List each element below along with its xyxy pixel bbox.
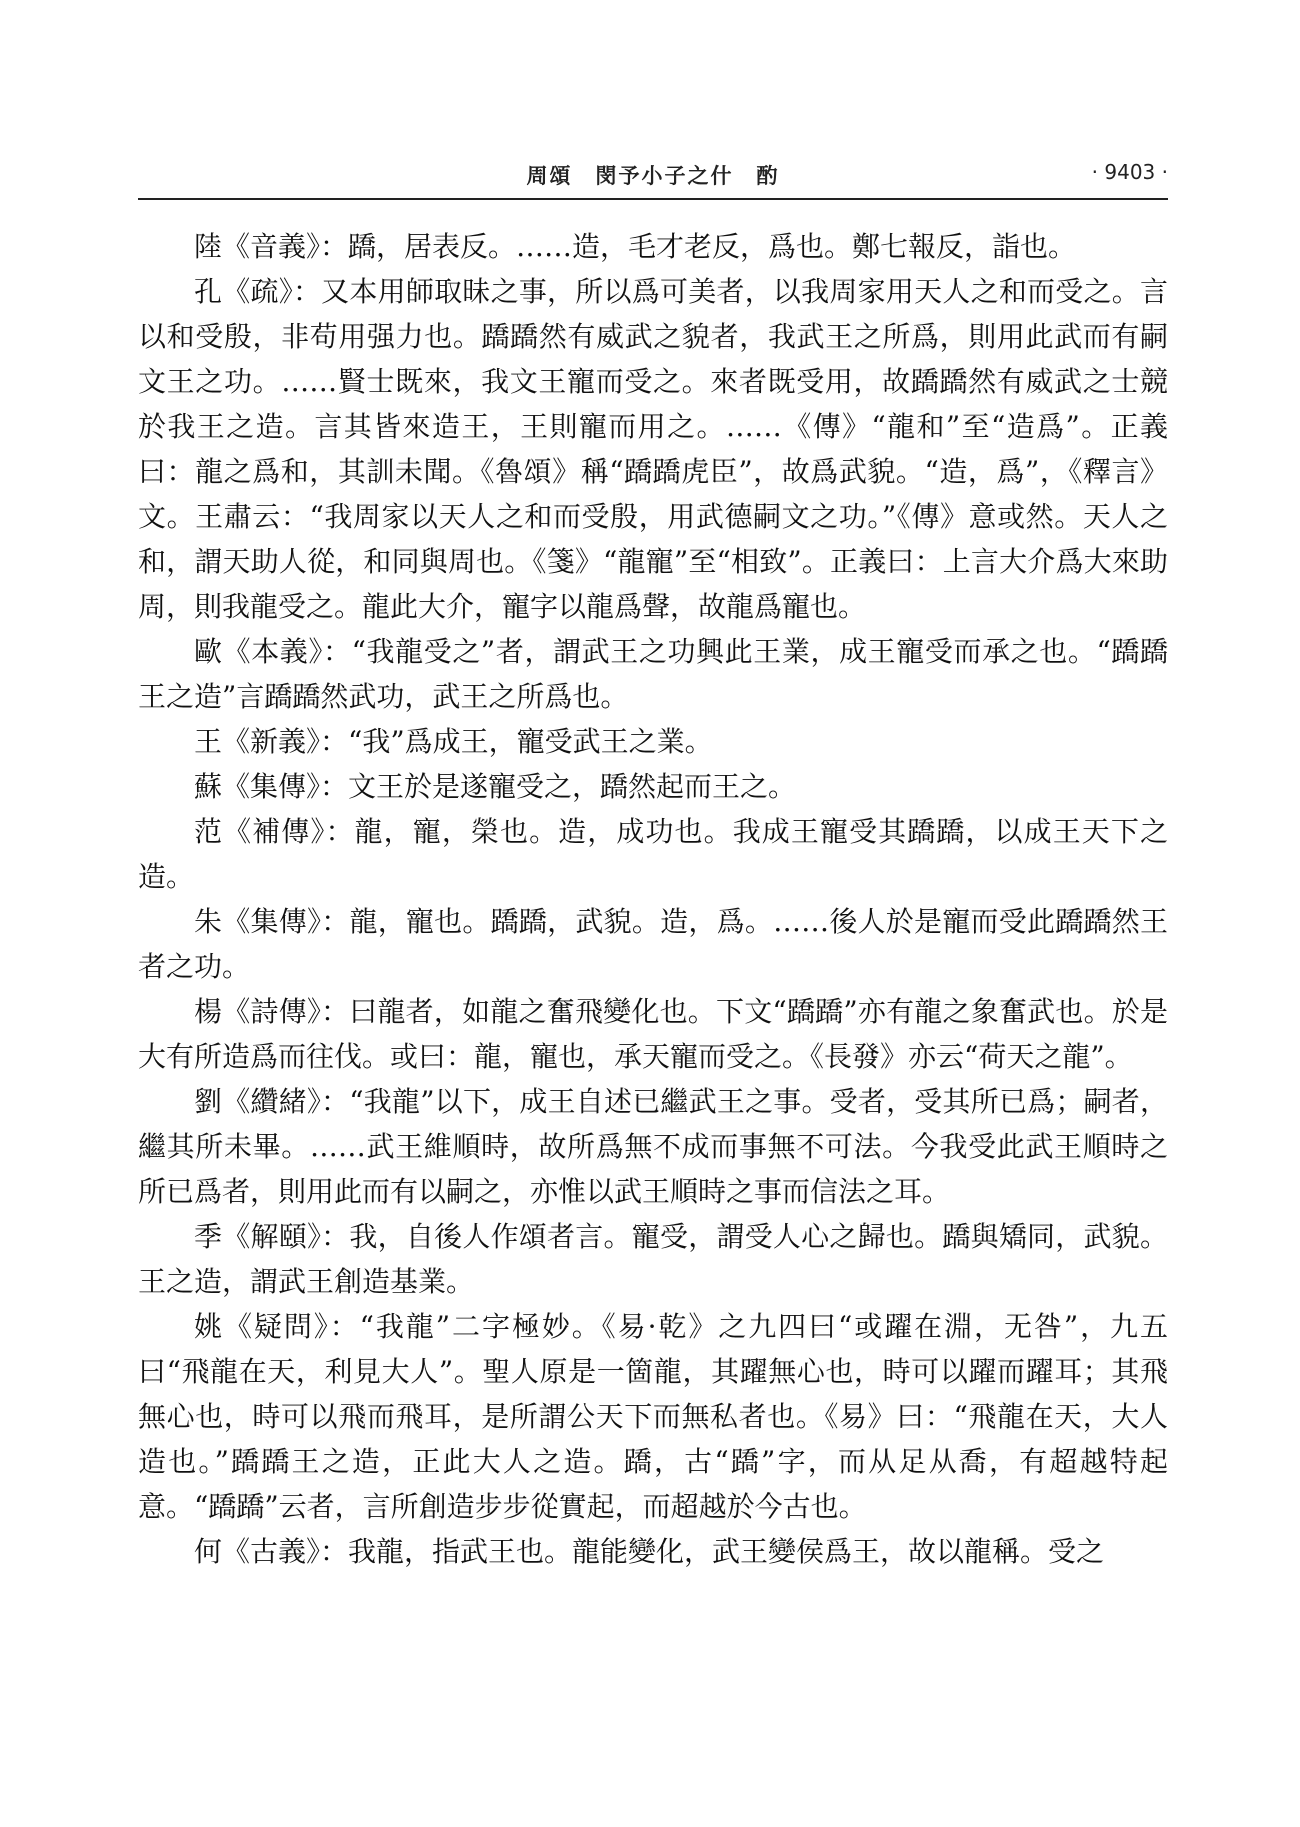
paragraph-ji-jieyi: 季《解頤》：我，自後人作頌者言。寵受，謂受人心之歸也。蹻與矯同，武貌。王之造，謂武王創造基業。 — [138, 1220, 1168, 1298]
paragraph-yang-shizhuan: 楊《詩傳》：曰龍者，如龍之奮飛變化也。下文“蹻蹻”亦有龍之象奮武也。於是大有所造爲而往伐。或曰：龍，寵也，承天寵而受之。《長發》亦云“荷天之龍”。 — [138, 995, 1168, 1073]
paragraph-ou-benyi: 歐《本義》：“我龍受之”者，謂武王之功興此王業，成王寵受而承之也。“蹻蹻王之造”言蹻蹻然武功，武王之所爲也。 — [138, 635, 1168, 713]
paragraph-liu-zuanxu: 劉《纘緒》：“我龍”以下，成王自述已繼武王之事。受者，受其所已爲；嗣者，繼其所未畢。……武王維順時，故所爲無不成而事無不可法。今我受此武王順時之所已爲者，則用此而有以嗣之，亦惟以武王順時之事而信法之耳。 — [138, 1085, 1168, 1208]
header-rule — [138, 198, 1168, 200]
page-header — [138, 160, 1168, 196]
paragraph-lu-yinyi: 陸《音義》：蹻，居表反。……造，毛才老反，爲也。鄭七報反，詣也。 — [194, 230, 1077, 263]
paragraph-yao-yiwen: 姚《疑問》：“我龍”二字極妙。《易·乾》之九四曰“或躍在淵，无咎”，九五曰“飛龍在天，利見大人”。聖人原是一箇龍，其躍無心也，時可以躍而躍耳；其飛無心也，時可以飛而飛耳，是所謂公天下而無私者也。《易》曰：“飛龍在天，大人造也。”蹻蹻王之造，正此大人之造。蹻，古“蹻”字，而从足从喬，有超越特起意。“蹻蹻”云者，言所創造步步從實起，而超越於今古也。 — [138, 1310, 1168, 1523]
paragraph-zhu-jizhuan: 朱《集傳》：龍，寵也。蹻蹻，武貌。造，爲。……後人於是寵而受此蹻蹻然王者之功。 — [138, 905, 1168, 983]
page-number: · 9403 · — [1091, 160, 1168, 184]
paragraph-fan-buzhuan: 范《補傳》：龍，寵，榮也。造，成功也。我成王寵受其蹻蹻，以成王天下之造。 — [138, 815, 1168, 893]
paragraph-wang-xinyi: 王《新義》：“我”爲成王，寵受武王之業。 — [194, 725, 713, 758]
paragraph-kong-shu: 孔《疏》：又本用師取昧之事，所以爲可美者，以我周家用天人之和而受之。言以和受殷，非苟用强力也。蹻蹻然有威武之貌者，我武王之所爲，則用此武而有嗣文王之功。……賢士既來，我文王寵而受之。來者既受用，故蹻蹻然有威武之士競於我王之造。言其皆來造王，王則寵而用之。……《傳》“龍和”至“造爲”。正義曰：龍之爲和，其訓未聞。《魯頌》稱“蹻蹻虎臣”，故爲武貌。“造，爲”，《釋言》文。王肅云：“我周家以天人之和而受殷，用武德嗣文之功。”《傳》意或然。天人之和，謂天助人從，和同與周也。《箋》“龍寵”至“相致”。正義曰：上言大介爲大來助周，則我龍受之。龍此大介，寵字以龍爲聲，故龍爲寵也。 — [138, 275, 1168, 623]
paragraph-su-jizhuan: 蘇《集傳》：文王於是遂寵受之，蹻然起而王之。 — [194, 770, 797, 803]
paragraph-he-guyi: 何《古義》：我龍，指武王也。龍能變化，武王變侯爲王，故以龍稱。受之 — [194, 1535, 1105, 1568]
main-text — [138, 224, 1168, 1574]
running-title: 周頌 閔予小子之什 酌 — [526, 163, 780, 188]
